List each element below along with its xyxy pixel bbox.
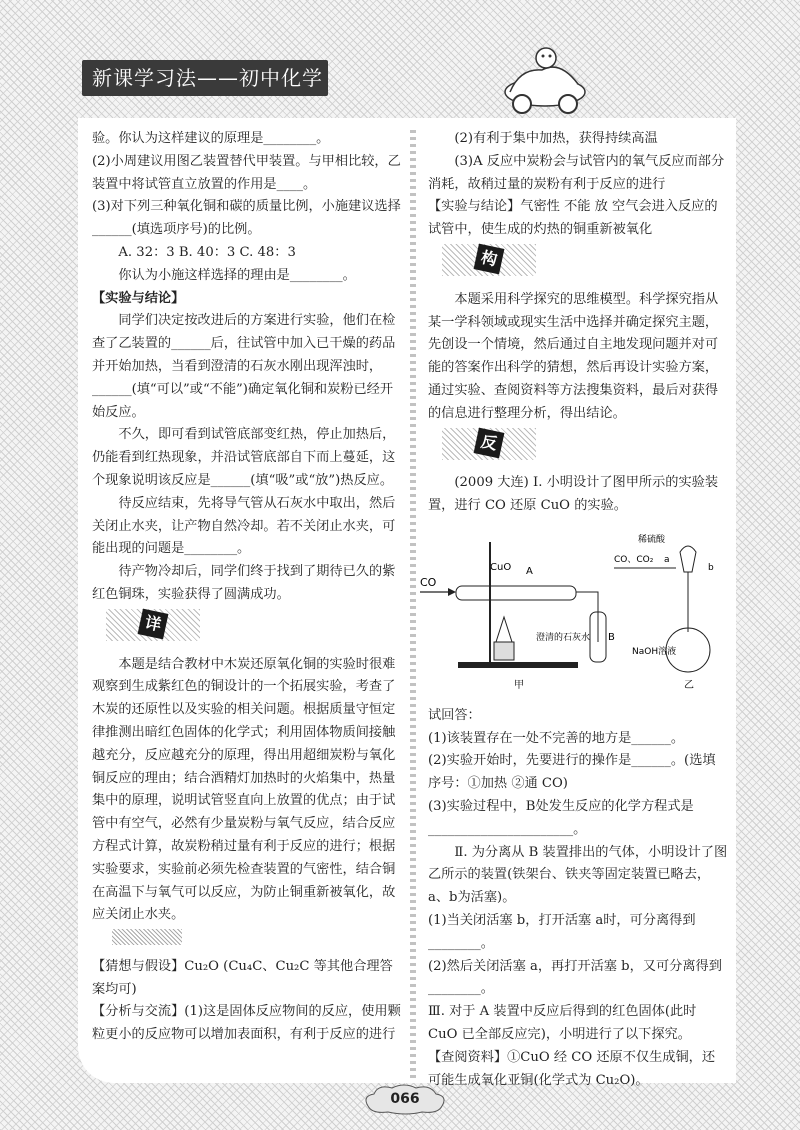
paragraph: 不久，即可看到试管底部变红热，停止加热后，仍能看到红热现象，并沿试管底部自下而上蔓延，这个现象说明该反应是______(填“吸”或“放”)热反应。 [92, 427, 396, 488]
paragraph: 本题是结合教材中木炭还原氧化铜的实验时很难观察到生成紫红色的铜设计的一个拓展实验，考查了木炭的还原性以及实验的相关问题。根据质量守恒定律推测出暗红色固体的化学式；利用固体物质间接触越充分，反应越充分的原理，得出用超细炭粉与氧化铜反应的理由；结合酒精灯加热时的火焰集中，热量集中的原理，说明试管竖直向上放置的优点；由于试管中有空气，必然有少量炭粉与氧气反应，结合反应方程式计算，故炭粉稍过量有利于反应的进行；根据实验要求，实验前必须先检查装置的气密性，结合铜在高温下与氧气可以反应，为防止铜重新被氧化，故应关闭止水夹。 [92, 656, 396, 923]
text-line: 你认为小施这样选择的理由是________。 [118, 267, 356, 283]
text-line: (2)有利于集中加热，获得持续高温 [454, 131, 658, 146]
answer-line: 【分析与交流】(1)这是固体反应物间的反应，使用颗粒更小的反应物可以增加表面积，有利于反应的进行 [92, 1004, 401, 1043]
cartoon-car-icon [500, 40, 590, 116]
gases-label: CO、CO₂ [614, 554, 654, 565]
cuo-label: CuO [490, 561, 512, 573]
naoh-label: NaOH溶液 [632, 646, 677, 657]
apparatus-figure [418, 522, 728, 692]
options-line: A. 32：3 B. 40：3 C. 48：3 [118, 244, 296, 260]
paragraph: 待产物冷却后，同学们终于找到了期待已久的紫红色铜珠，实验获得了圆满成功。 [92, 564, 396, 602]
figure-jia-label: 甲 [514, 679, 524, 691]
page-number-badge [358, 1082, 452, 1116]
section-badge-fan [442, 428, 536, 460]
paragraph: 待反应结束，先将导气管从石灰水中取出，然后关闭止水夹，让产物自然冷却。若不关闭止水夹，可能出现的问题是________。 [92, 495, 396, 557]
right-column [420, 128, 728, 1092]
arrow-head-icon [448, 588, 456, 596]
header-title: 新课学习法——初中化学 [82, 60, 328, 96]
text-line: (2)然后关闭活塞 a，再打开活塞 b，又可分离得到________。 [428, 958, 722, 997]
text-line: (2)实验开始时，先要进行的操作是______。(选填序号：①加热 ②通 CO) [428, 753, 716, 792]
section-heading: 【实验与结论】 [92, 290, 185, 306]
text-line: (1)该装置存在一处不完善的地方是______。 [428, 730, 685, 746]
section-badge-xiang [106, 609, 200, 641]
page-number: 066 [390, 1091, 420, 1107]
figure-yi-label: 乙 [684, 679, 694, 691]
text-line: 试回答： [428, 707, 481, 723]
text-line: (2)小周建议用图乙装置替代甲装置。与甲相比较，乙装置中将试管直立放置的作用是____。 [92, 153, 401, 192]
paragraph: 同学们决定按改进后的方案进行实验，他们在检查了乙装置的______后，往试管中加入已干燥的药品并开始加热，当看到澄清的石灰水刚出现浑浊时，______(填“可以”或“不能”)确定氧化铜和炭粉已经开始反应。 [92, 313, 396, 420]
question-intro: (2009 大连) Ⅰ. 小明设计了图甲所示的实验装置，进行 CO 还原 CuO 的实验。 [428, 475, 719, 514]
badge-label: 构 [474, 244, 505, 275]
paragraph: 本题采用科学探究的思维模型。科学探究指从某一学科领域或现实生活中选择并确定探究主题，先创设一个情境，然后通过自主地发现问题并对可能的答案作出科学的猜想，然后再设计实验方案，通过实验、查阅资料等方法搜集资料，最后对获得的信息进行整理分析，得出结论。 [428, 291, 719, 421]
column-divider [410, 130, 416, 1080]
stand-base [458, 662, 578, 668]
spirit-lamp [494, 642, 514, 660]
tube-a [456, 586, 576, 600]
text-line: Ⅱ. 为分离从 B 装置排出的气体，小明设计了图乙所示的装置(铁架台、铁夹等固定装置已略去，a、b为活塞)。 [428, 844, 728, 906]
answer-line: 【猜想与假设】Cu₂O (Cu₄C、Cu₂C 等其他合理答案均可) [92, 958, 393, 997]
text-line: 【实验与结论】气密性 不能 放 空气会进入反应的试管中，使生成的灼热的铜重新被氧化 [428, 199, 718, 238]
text-line: Ⅲ. 对于 A 装置中反应后得到的红色固体(此时 CuO 已全部反应完)，小明进行了以下探究。 [428, 1004, 697, 1042]
text-line: (3)A 反应中炭粉会与试管内的氧气反应而部分消耗，故稍过量的炭粉有利于反应的进行 [428, 153, 725, 192]
co-label: CO [420, 575, 437, 589]
limewater-label: 澄清的石灰水 [536, 632, 591, 643]
badge-label: 详 [138, 608, 169, 639]
valve-a-label: a [664, 554, 670, 565]
a-label: A [526, 565, 533, 577]
lamp-flame-icon [496, 617, 512, 642]
text-line: 【查阅资料】①CuO 经 CO 还原不仅生成铜，还可能生成氧化亚铜(化学式为 Cu₂O)。 [428, 1049, 716, 1088]
section-badge-gou [442, 244, 536, 276]
valve-b-label: b [708, 562, 714, 573]
text-line: (3)实验过程中，B处发生反应的化学方程式是______________________。 [428, 798, 694, 837]
badge-label: 反 [474, 427, 505, 458]
funnel-icon [680, 546, 696, 572]
b-label: B [608, 631, 615, 643]
text-line: 验。你认为这样建议的原理是________。 [92, 131, 330, 146]
left-column [92, 128, 402, 1047]
acid-label: 稀硫酸 [638, 534, 666, 545]
text-line: (1)当关闭活塞 b，打开活塞 a时，可分离得到________。 [428, 912, 696, 951]
text-line: (3)对下列三种氧化铜和碳的质量比例，小施建议选择______(填选项序号)的比例。 [92, 199, 401, 238]
answer-badge [112, 929, 182, 945]
